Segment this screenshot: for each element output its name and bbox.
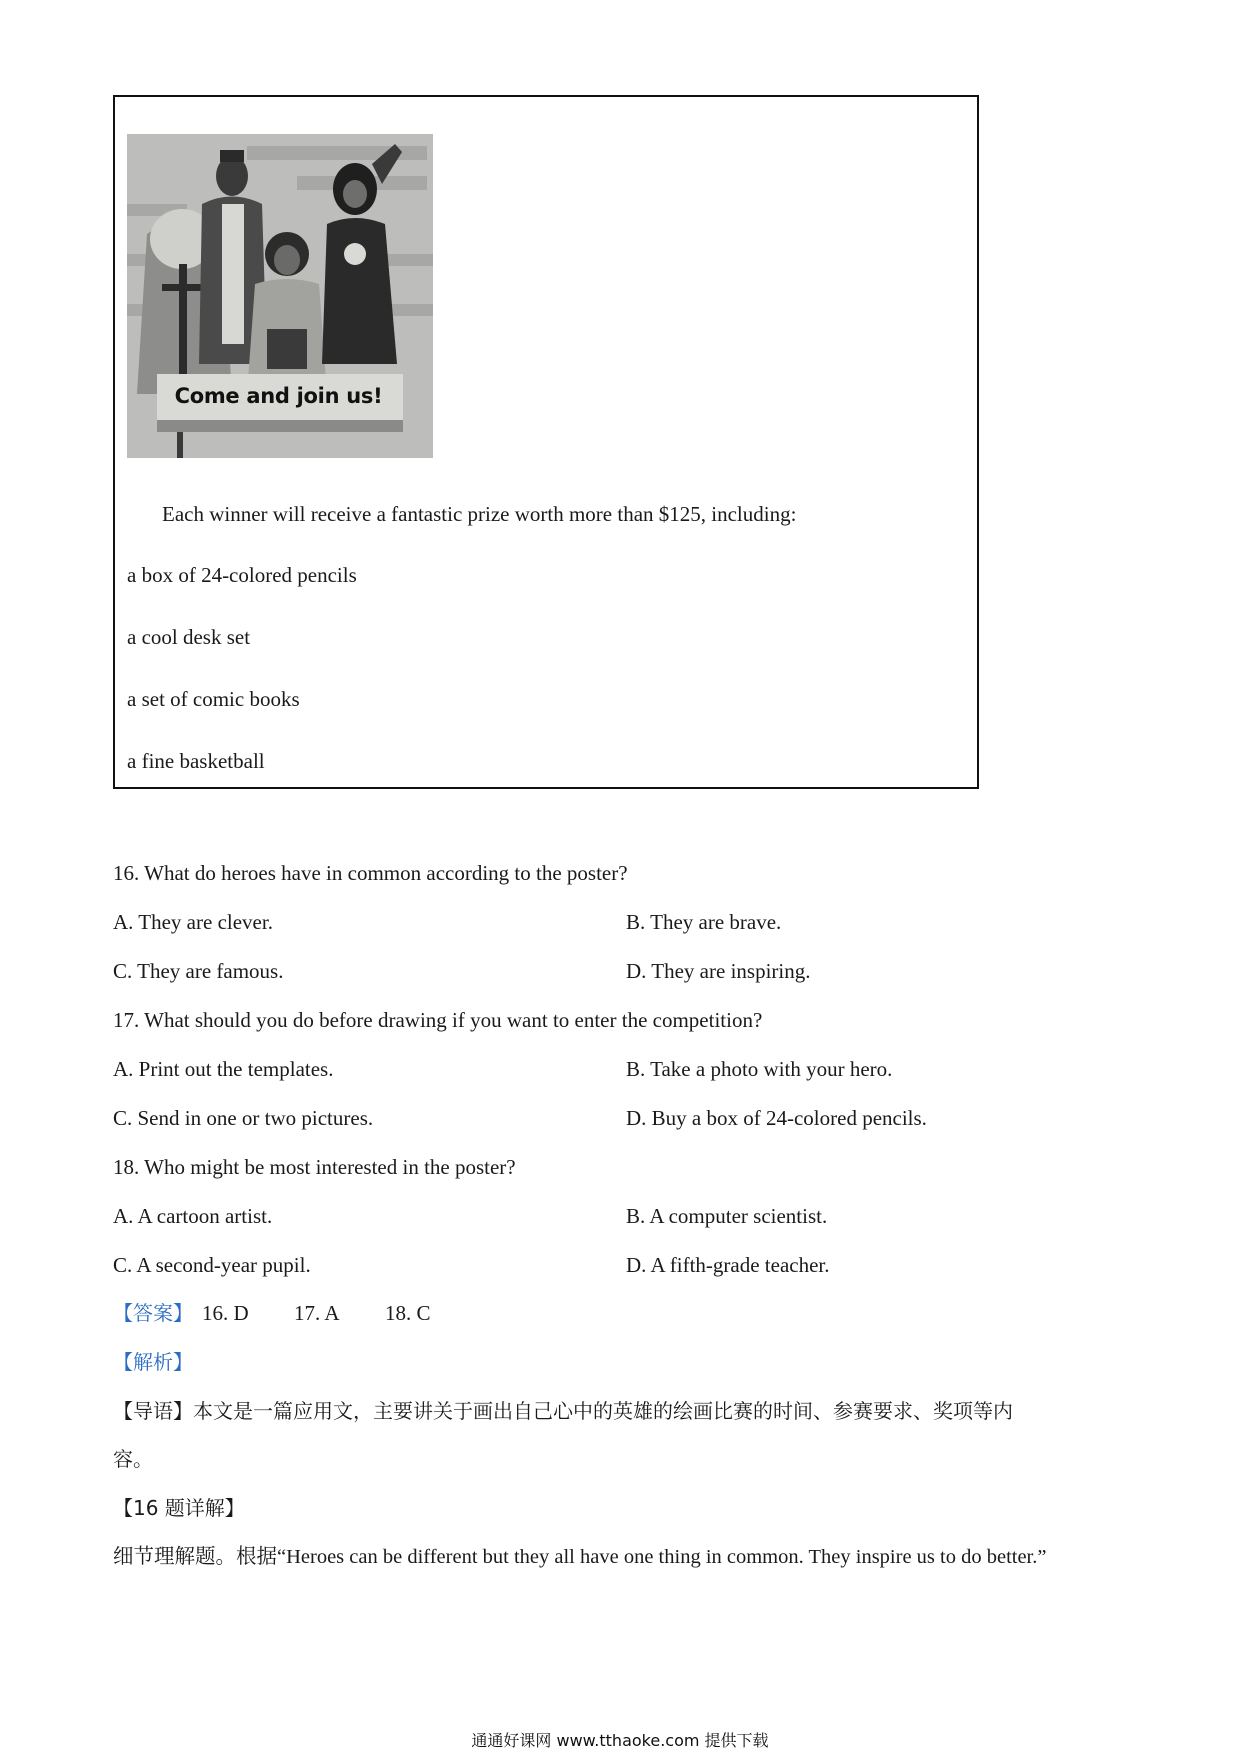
question-16-stem: 16. What do heroes have in common according to the poster?	[113, 861, 628, 885]
prize-item: a cool desk set	[127, 625, 251, 649]
question-18-stem: 18. Who might be most interested in the poster?	[113, 1155, 516, 1179]
page-footer: 通通好课网 www.tthaoke.com 提供下载	[471, 1731, 769, 1750]
analysis-intro-cont: 容。	[113, 1447, 153, 1471]
option: B. They are brave.	[626, 910, 782, 934]
answer-item: 16. D	[202, 1301, 249, 1325]
q16-heading: 【16 题详解】	[113, 1496, 245, 1520]
option: C. A second-year pupil.	[113, 1253, 311, 1277]
option: B. Take a photo with your hero.	[626, 1057, 893, 1081]
option: A. A cartoon artist.	[113, 1204, 273, 1228]
option: C. They are famous.	[113, 959, 284, 983]
answer-item: 17. A	[294, 1301, 340, 1325]
option: D. Buy a box of 24-colored pencils.	[626, 1106, 927, 1130]
poster-box	[113, 95, 979, 789]
prize-item: a set of comic books	[127, 687, 300, 711]
prize-intro: Each winner will receive a fantastic prize worth more than $125, including:	[162, 502, 797, 526]
answer-item: 18. C	[385, 1301, 431, 1325]
option: B. A computer scientist.	[626, 1204, 828, 1228]
option: C. Send in one or two pictures.	[113, 1106, 374, 1130]
option: D. A fifth-grade teacher.	[626, 1253, 830, 1277]
analysis-intro: 【导语】本文是一篇应用文，主要讲关于画出自己心中的英雄的绘画比赛的时间、参赛要求、奖项等内	[113, 1399, 1013, 1423]
option: A. Print out the templates.	[113, 1057, 334, 1081]
answer-label: 【答案】	[113, 1301, 193, 1325]
banner-caption: Come and join us!	[174, 384, 383, 408]
poster-photo	[127, 134, 433, 458]
q16-detail: 细节理解题。根据“Heroes can be different but they all have one thing in common. They inspire us to do better.”	[113, 1546, 1047, 1568]
prize-item: a fine basketball	[127, 749, 265, 773]
heroes-illustration	[127, 134, 433, 458]
analysis-label: 【解析】	[113, 1350, 193, 1374]
prize-item: a box of 24-colored pencils	[127, 563, 357, 587]
option: D. They are inspiring.	[626, 959, 811, 983]
option: A. They are clever.	[113, 910, 273, 934]
question-17-stem: 17. What should you do before drawing if you want to enter the competition?	[113, 1008, 763, 1032]
